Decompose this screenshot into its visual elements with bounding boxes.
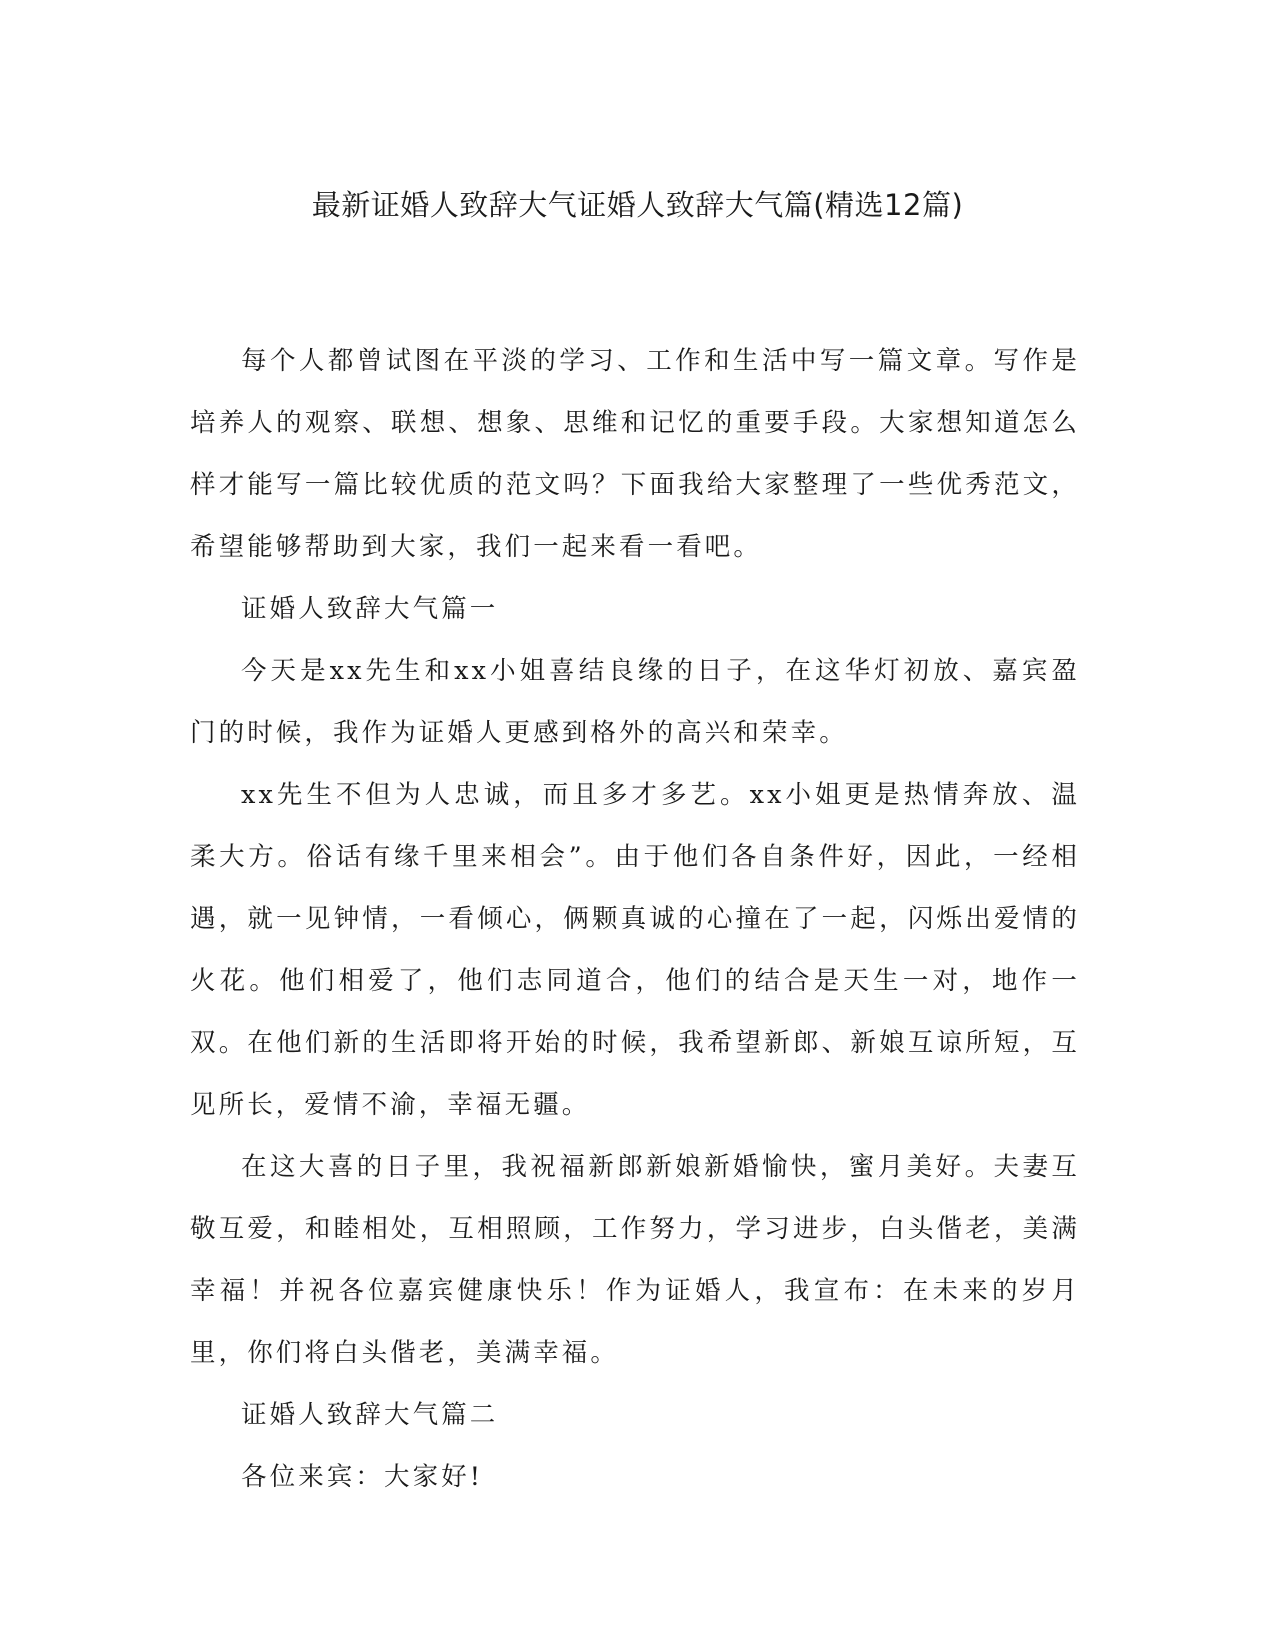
body-paragraph: 在这大喜的日子里，我祝福新郎新娘新婚愉快，蜜月美好。夫妻互敬互爱，和睦相处，互相照顾，工作努力，学习进步，白头偕老，美满幸福！并祝各位嘉宾健康快乐！作为证婚人，我宣布：在未来的岁月里，你们将白头偕老，美满幸福。 — [190, 1152, 1080, 1368]
document-body — [190, 330, 1080, 1508]
section-heading-1: 证婚人致辞大气篇一 — [241, 594, 499, 624]
greeting-paragraph: 各位来宾：大家好! — [241, 1462, 484, 1492]
body-paragraph: 今天是xx先生和xx小姐喜结良缘的日子，在这华灯初放、嘉宾盈门的时候，我作为证婚人更感到格外的高兴和荣幸。 — [190, 656, 1080, 748]
body-paragraph: xx先生不但为人忠诚，而且多才多艺。xx小姐更是热情奔放、温柔大方。俗话有缘千里来相会”。由于他们各自条件好，因此，一经相遇，就一见钟情，一看倾心，俩颗真诚的心撞在了一起，闪烁出爱情的火花。他们相爱了，他们志同道合，他们的结合是天生一对，地作一双。在他们新的生活即将开始的时候，我希望新郎、新娘互谅所短，互见所长，爱情不渝，幸福无疆。 — [190, 780, 1080, 1120]
document-title: 最新证婚人致辞大气证婚人致辞大气篇(精选12篇) — [311, 188, 964, 222]
intro-paragraph: 每个人都曾试图在平淡的学习、工作和生活中写一篇文章。写作是培养人的观察、联想、想象、思维和记忆的重要手段。大家想知道怎么样才能写一篇比较优质的范文吗？下面我给大家整理了一些优秀范文，希望能够帮助到大家，我们一起来看一看吧。 — [190, 346, 1080, 562]
section-heading-2: 证婚人致辞大气篇二 — [241, 1400, 499, 1430]
